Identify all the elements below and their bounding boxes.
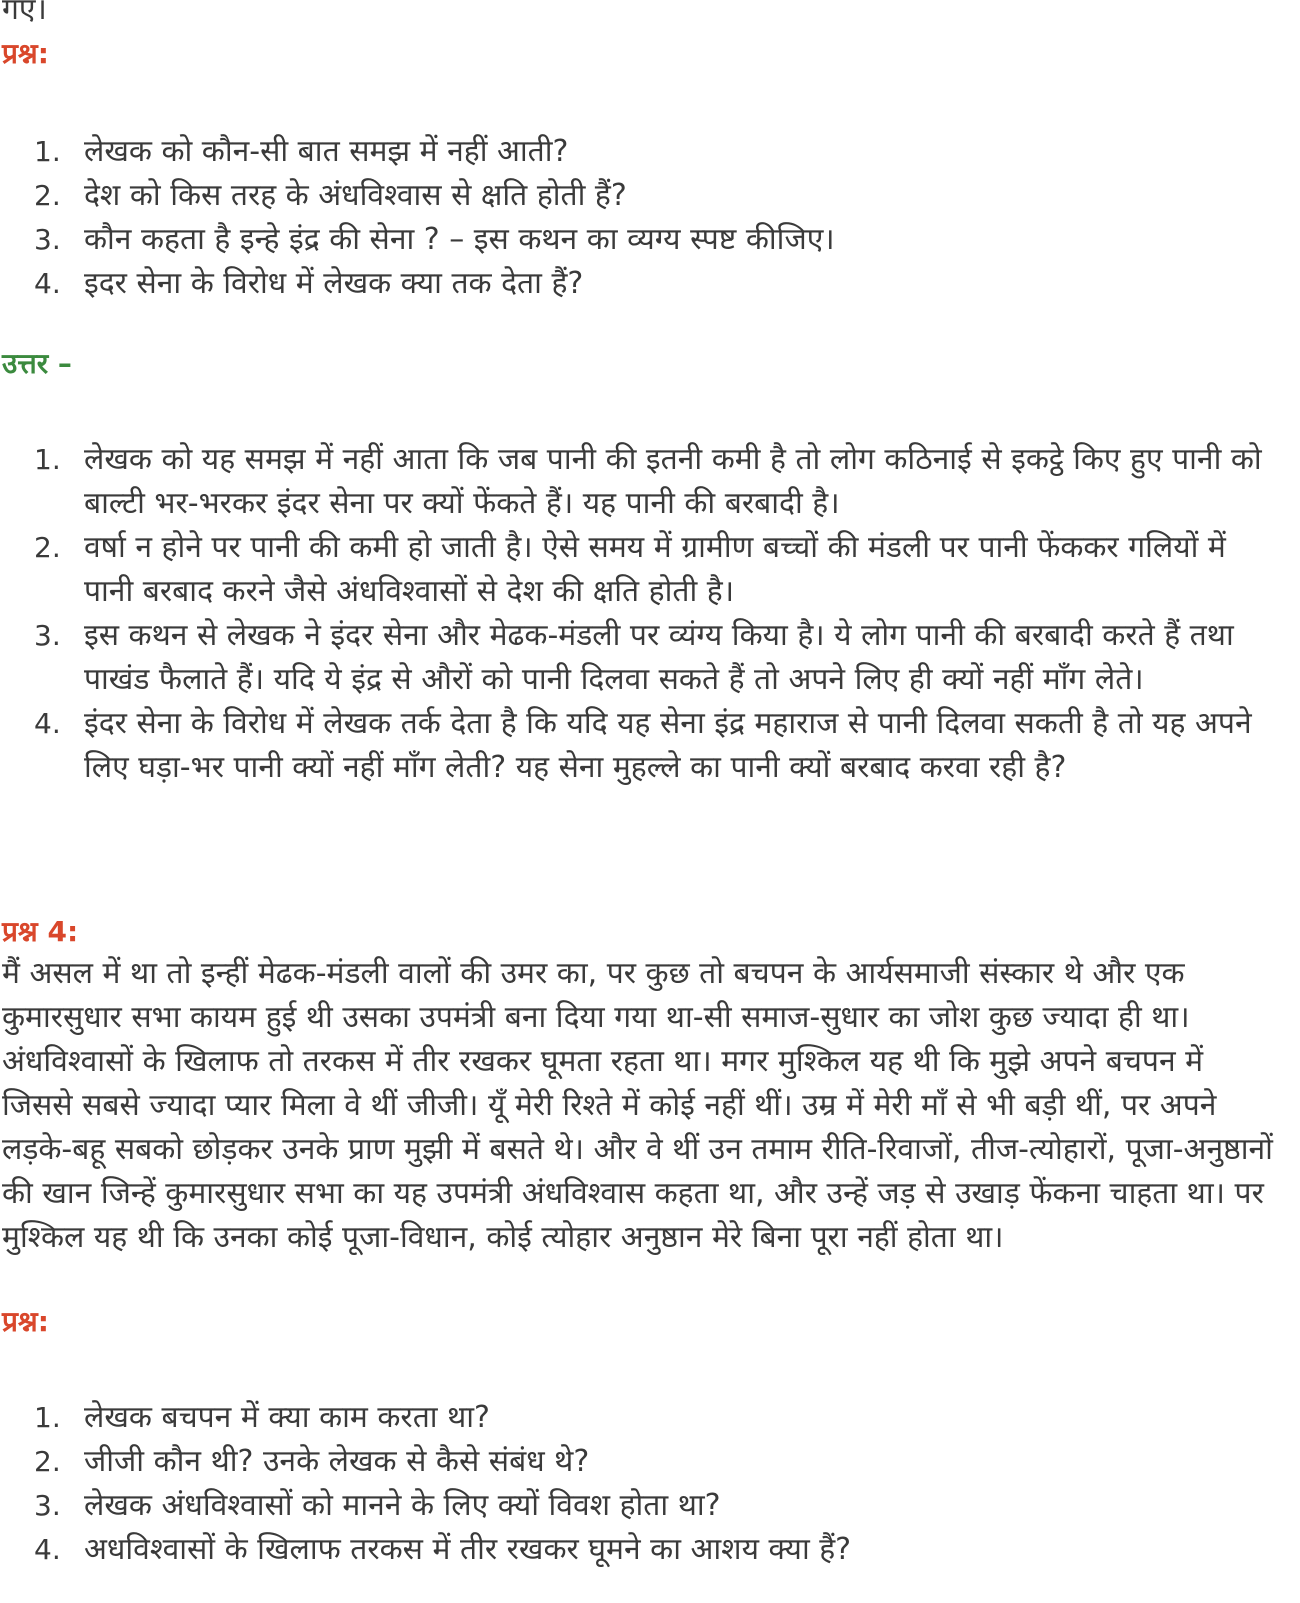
list-item bbox=[30, 614, 1275, 702]
item-number: 1. bbox=[34, 135, 61, 168]
list-item bbox=[30, 702, 1275, 790]
section-heading: प्रश्न 4: bbox=[2, 915, 79, 948]
item-number: 1. bbox=[34, 443, 61, 476]
item-text: लेखक अंधविश्वासों को मानने के लिए क्यों विवश होता था? bbox=[84, 1488, 721, 1523]
list-item bbox=[30, 526, 1275, 614]
item-number: 3. bbox=[34, 619, 61, 652]
item-number: 1. bbox=[34, 1401, 61, 1434]
previous-text-fragment: गए। bbox=[2, 0, 47, 27]
list-item bbox=[30, 1396, 1275, 1440]
list-item bbox=[30, 1484, 1275, 1528]
item-text: लेखक को यह समझ में नहीं आता कि जब पानी की इतनी कमी है तो लोग कठिनाई से इकट्ठे किए हुए पानी को बाल्टी भर-भरकर इंदर सेना पर क्यों फेंकते हैं। यह पानी की बरबादी है। bbox=[84, 442, 1262, 521]
item-text: देश को किस तरह के अंधविश्वास से क्षति होती हैं? bbox=[84, 178, 627, 213]
item-number: 2. bbox=[34, 531, 61, 564]
item-number: 4. bbox=[34, 1533, 61, 1566]
list-item bbox=[30, 218, 1275, 262]
list-item bbox=[30, 1440, 1275, 1484]
item-number: 3. bbox=[34, 223, 61, 256]
item-text: कौन कहता है इन्हे इंद्र की सेना ? – इस कथन का व्यग्य स्पष्ट कीजिए। bbox=[84, 222, 835, 257]
item-text: अधविश्वासों के खिलाफ तरकस में तीर रखकर घूमने का आशय क्या हैं? bbox=[84, 1532, 852, 1567]
item-text: लेखक बचपन में क्या काम करता था? bbox=[84, 1400, 490, 1435]
item-text: इदर सेना के विरोध में लेखक क्या तक देता हैं? bbox=[84, 266, 584, 301]
list-item bbox=[30, 262, 1275, 306]
item-number: 3. bbox=[34, 1489, 61, 1522]
list-item bbox=[30, 174, 1275, 218]
answer-label: उत्तर – bbox=[2, 347, 72, 380]
item-number: 4. bbox=[34, 707, 61, 740]
question-list bbox=[30, 1396, 1275, 1572]
question-label: प्रश्न: bbox=[2, 1305, 49, 1338]
item-number: 4. bbox=[34, 267, 61, 300]
item-text: लेखक को कौन-सी बात समझ में नहीं आती? bbox=[84, 134, 569, 169]
passage-paragraph: मैं असल में था तो इन्हीं मेढक-मंडली वालों की उमर का, पर कुछ तो बचपन के आर्यसमाजी संस्कार थे और एक कुमारसुधार सभा कायम हुई थी उसका उपमंत्री बना दिया गया था-सी समाज-सुधार का जोश कुछ ज्यादा ही था। अंधविश्वासों के खिलाफ तो तरकस में तीर रखकर घूमता रहता था। मगर मुश्किल यह थी कि मुझे अपने बचपन में जिससे सबसे ज्यादा प्यार मिला वे थीं जीजी। यूँ मेरी रिश्ते में कोई नहीं थीं। उम्र में मेरी माँ से भी बड़ी थीं, पर अपने लड़के-बहू सबको छोड़कर उनके प्राण मुझी में बसते थे। और वे थीं उन तमाम रीति-रिवाजों, तीज-त्योहारों, पूजा-अनुष्ठानों की खान जिन्हें कुमारसुधार सभा का यह उपमंत्री अंधविश्वास कहता था, और उन्हें जड़ से उखाड़ फेंकना चाहता था। पर मुश्किल यह थी कि उनका कोई पूजा-विधान, कोई त्योहार अनुष्ठान मेरे बिना पूरा नहीं होता था। bbox=[2, 956, 1273, 1255]
item-text: जीजी कौन थी? उनके लेखक से कैसे संबंध थे? bbox=[84, 1444, 590, 1479]
list-item bbox=[30, 130, 1275, 174]
item-number: 2. bbox=[34, 179, 61, 212]
answer-list bbox=[30, 438, 1275, 790]
question-label: प्रश्न: bbox=[2, 37, 49, 70]
question-list bbox=[30, 130, 1275, 306]
list-item bbox=[30, 438, 1275, 526]
item-text: इस कथन से लेखक ने इंदर सेना और मेढक-मंडली पर व्यंग्य किया है। ये लोग पानी की बरबादी करते हैं तथा पाखंड फैलाते हैं। यदि ये इंद्र से औरों को पानी दिलवा सकते हैं तो अपने लिए ही क्यों नहीं माँग लेते। bbox=[84, 618, 1234, 697]
item-text: वर्षा न होने पर पानी की कमी हो जाती है। ऐसे समय में ग्रामीण बच्चों की मंडली पर पानी फेंककर गलियों में पानी बरबाद करने जैसे अंधविश्वासों से देश की क्षति होती है। bbox=[84, 530, 1226, 609]
list-item bbox=[30, 1528, 1275, 1572]
item-text: इंदर सेना के विरोध में लेखक तर्क देता है कि यदि यह सेना इंद्र महाराज से पानी दिलवा सकती है तो यह अपने लिए घड़ा-भर पानी क्यों नहीं माँग लेती? यह सेना मुहल्ले का पानी क्यों बरबाद करवा रही है? bbox=[84, 706, 1252, 785]
item-number: 2. bbox=[34, 1445, 61, 1478]
